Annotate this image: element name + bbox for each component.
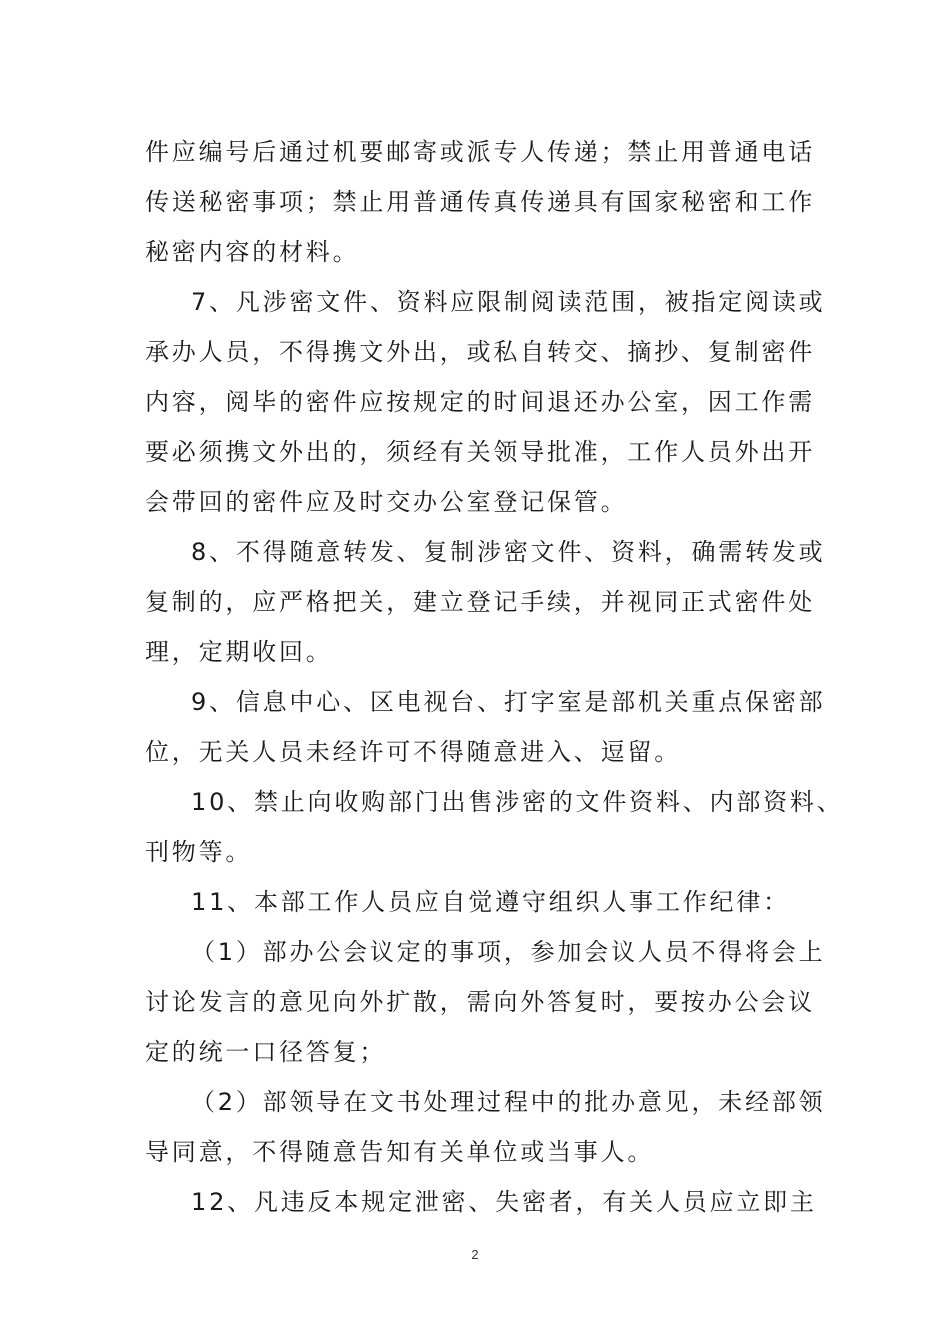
paragraph-start-line: 10、禁止向收购部门出售涉密的文件资料、内部资料、 <box>191 788 844 816</box>
text-line: 秘密内容的材料。 <box>145 238 360 266</box>
text-line: 定的统一口径答复； <box>145 1038 387 1066</box>
paragraph-start-line: 9、信息中心、区电视台、打字室是部机关重点保密部 <box>191 688 826 716</box>
paragraph-start-line: （1）部办公会议定的事项，参加会议人员不得将会上 <box>191 938 826 966</box>
text-line: 内容，阅毕的密件应按规定的时间退还办公室，因工作需 <box>145 388 815 416</box>
paragraph-start-line: 11、本部工作人员应自觉遵守组织人事工作纪律： <box>191 888 790 916</box>
text-line: 导同意，不得随意告知有关单位或当事人。 <box>145 1138 655 1166</box>
text-line: 要必须携文外出的，须经有关领导批准，工作人员外出开 <box>145 438 815 466</box>
text-line: 理，定期收回。 <box>145 638 333 666</box>
text-line: 位，无关人员未经许可不得随意进入、逗留。 <box>145 738 681 766</box>
paragraph-start-line: 8、不得随意转发、复制涉密文件、资料，确需转发或 <box>191 538 826 566</box>
text-line: 刊物等。 <box>145 838 253 866</box>
paragraph-start-line: 7、凡涉密文件、资料应限制阅读范围，被指定阅读或 <box>191 288 826 316</box>
text-line: 复制的，应严格把关，建立登记手续，并视同正式密件处 <box>145 588 815 616</box>
text-line: 讨论发言的意见向外扩散，需向外答复时，要按办公会议 <box>145 988 815 1016</box>
paragraph-start-line: 12、凡违反本规定泄密、失密者，有关人员应立即主 <box>191 1188 817 1216</box>
paragraph-start-line: （2）部领导在文书处理过程中的批办意见，未经部领 <box>191 1088 826 1116</box>
text-line: 件应编号后通过机要邮寄或派专人传递；禁止用普通电话 <box>145 138 815 166</box>
page-number: 2 <box>471 1247 479 1262</box>
text-line: 承办人员，不得携文外出，或私自转交、摘抄、复制密件 <box>145 338 815 366</box>
text-line: 会带回的密件应及时交办公室登记保管。 <box>145 488 628 516</box>
text-line: 传送秘密事项；禁止用普通传真传递具有国家秘密和工作 <box>145 188 815 216</box>
